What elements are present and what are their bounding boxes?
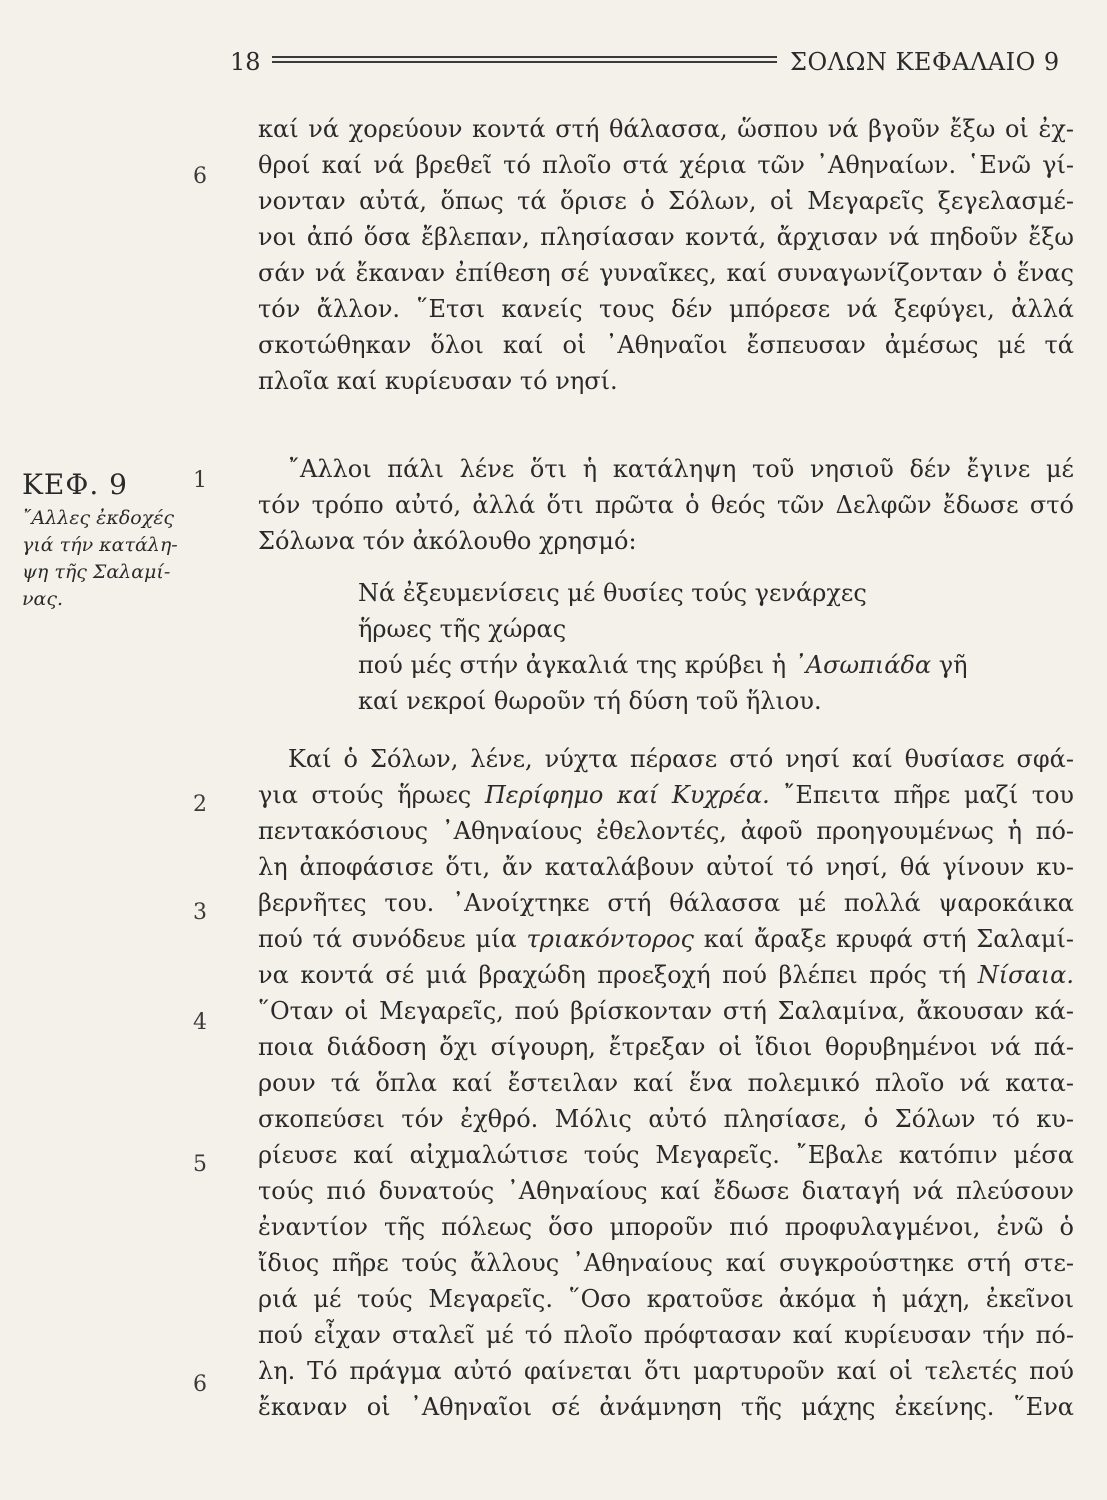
verse-line: Νά ἐξευμενίσεις μέ θυσίες τούς γενάρχες	[358, 579, 867, 607]
text-line: Καί ὁ Σόλων, λένε, νύχτα πέρασε στό νησί καί θυσίασε σφά-	[288, 745, 1074, 773]
text-line: καί νά χορεύουν κοντά στή θάλασσα, ὥσπου νά βγοῦν ἔξω οἱ ἐχ-	[258, 115, 1074, 143]
text-line	[258, 958, 1074, 992]
text-line: ρίευσε καί αἰχμαλώτισε τούς Μεγαρεῖς. ῎Εβαλε κατόπιν μέσα	[258, 1141, 1074, 1169]
text-line: τούς πιό δυνατούς ᾿Αθηναίους καί ἔδωσε διαταγή νά πλεύσουν	[258, 1177, 1074, 1205]
text-line: ῞Οταν οἱ Μεγαρεῖς, πού βρίσκονταν στή Σαλαμίνα, ἄκουσαν κά-	[258, 997, 1074, 1025]
italic-span: Περίφημο καί Κυχρέα.	[484, 781, 770, 809]
line-number: 6	[193, 1372, 207, 1397]
line-number: 6	[193, 164, 207, 189]
text-line: τόν ἄλλον. ῞Ετσι κανείς τους δέν μπόρεσε νά ξεφύγει, ἀλλά	[258, 295, 1074, 323]
text-line	[258, 778, 1074, 812]
verse-text: πού μές στήν ἀγκαλιά της κρύβει ἡ	[358, 651, 794, 679]
margin-note	[22, 505, 182, 613]
margin-note-line: γιά τήν κατάλη-	[22, 534, 178, 556]
text-line: Σόλωνα τόν ἀκόλουθο χρησμό:	[258, 527, 637, 555]
text-line: τόν τρόπο αὐτό, ἀλλά ὅτι πρῶτα ὁ θεός τῶν Δελφῶν ἔδωσε στό	[258, 491, 1074, 519]
text-line: λη. Τό πράγμα αὐτό φαίνεται ὅτι μαρτυροῦν καί οἱ τελετές πού	[258, 1357, 1074, 1385]
italic-span: Νίσαια.	[977, 961, 1074, 989]
verse-line	[358, 648, 968, 682]
verse-italic: ᾿Ασωπιάδα	[793, 651, 932, 679]
page-number: 18	[230, 48, 261, 76]
text-line: πού εἶχαν σταλεῖ μέ τό πλοῖο πρόφτασαν καί κυρίευσαν τήν πό-	[258, 1321, 1074, 1349]
text-line: ρουν τά ὅπλα καί ἔστειλαν καί ἕνα πολεμικό πλοῖο νά κατα-	[258, 1069, 1074, 1097]
text-span: για στούς ἥρωες	[258, 781, 485, 809]
text-span: πού τά συνόδευε μία	[258, 925, 527, 953]
verse-text: γῆ	[931, 651, 968, 679]
text-line: πλοῖα καί κυρίευσαν τό νησί.	[258, 367, 618, 395]
text-line: ῎Αλλοι πάλι λένε ὅτι ἡ κατάληψη τοῦ νησιοῦ δέν ἔγινε μέ	[288, 455, 1074, 483]
text-line: νονταν αὐτά, ὅπως τά ὅρισε ὁ Σόλων, οἱ Μεγαρεῖς ξεγελασμέ-	[258, 187, 1074, 215]
text-line: λη ἀποφάσισε ὅτι, ἄν καταλάβουν αὐτοί τό νησί, θά γίνουν κυ-	[258, 853, 1074, 881]
margin-note-line: ψη τῆς Σαλαμί-	[22, 561, 171, 583]
text-line: ἔκαναν οἱ ᾿Αθηναῖοι σέ ἀνάμνηση τῆς μάχης ἐκείνης. ῞Ενα	[258, 1393, 1074, 1421]
text-line: νοι ἀπό ὅσα ἔβλεπαν, πλησίασαν κοντά, ἄρχισαν νά πηδοῦν ἔξω	[258, 223, 1074, 251]
header-rule	[272, 56, 777, 63]
line-number: 1	[193, 468, 207, 493]
text-line: σκοπεύσει τόν ἐχθρό. Μόλις αὐτό πλησίασε, ὁ Σόλων τό κυ-	[258, 1105, 1074, 1133]
chapter-heading: ΚΕΦ. 9	[22, 468, 128, 501]
text-span: καί ἄραξε κρυφά στή Σαλαμί-	[693, 925, 1074, 953]
line-number: 3	[193, 900, 207, 925]
margin-note-line: νας.	[22, 588, 64, 610]
running-head: ΣΟΛΩΝ ΚΕΦΑΛΑΙΟ 9	[790, 48, 1060, 76]
text-line: πεντακόσιους ᾿Αθηναίους ἐθελοντές, ἀφοῦ προηγουμένως ἡ πό-	[258, 817, 1074, 845]
line-number: 5	[193, 1152, 207, 1177]
italic-span: τριακόντορος	[526, 925, 694, 953]
text-line	[258, 922, 1074, 956]
text-span: ῎Επειτα πῆρε μαζί του	[769, 781, 1075, 809]
line-number: 4	[193, 1010, 207, 1035]
line-number: 2	[193, 792, 207, 817]
page-header	[230, 48, 1060, 78]
text-line: σκοτώθηκαν ὅλοι καί οἱ ᾿Αθηναῖοι ἔσπευσαν ἀμέσως μέ τά	[258, 331, 1074, 359]
text-line: ἐναντίον τῆς πόλεως ὅσο μποροῦν πιό προφυλαγμένοι, ἐνῶ ὁ	[258, 1213, 1074, 1241]
text-line: σάν νά ἔκαναν ἐπίθεση σέ γυναῖκες, καί συναγωνίζονταν ὁ ἕνας	[258, 259, 1074, 287]
text-line: ποια διάδοση ὄχι σίγουρη, ἔτρεξαν οἱ ἴδιοι θορυβημένοι νά πά-	[258, 1033, 1074, 1061]
text-line: ἴδιος πῆρε τούς ἄλλους ᾿Αθηναίους καί συγκρούστηκε στή στε-	[258, 1249, 1074, 1277]
verse-line: καί νεκροί θωροῦν τή δύση τοῦ ἥλιου.	[358, 687, 822, 715]
text-span: να κοντά σέ μιά βραχώδη προεξοχή πού βλέπει πρός τή	[258, 961, 978, 989]
text-line: ριά μέ τούς Μεγαρεῖς. ῞Οσο κρατοῦσε ἀκόμα ἡ μάχη, ἐκεῖνοι	[258, 1285, 1074, 1313]
text-line: βερνῆτες του. ᾿Ανοίχτηκε στή θάλασσα μέ πολλά ψαροκάικα	[258, 889, 1074, 917]
margin-note-line: ῎Αλλες ἐκδοχές	[22, 507, 175, 529]
verse-line: ἥρωες τῆς χώρας	[358, 615, 567, 643]
text-line: θροί καί νά βρεθεῖ τό πλοῖο στά χέρια τῶν ᾿Αθηναίων. ῾Ενῶ γί-	[258, 151, 1074, 179]
